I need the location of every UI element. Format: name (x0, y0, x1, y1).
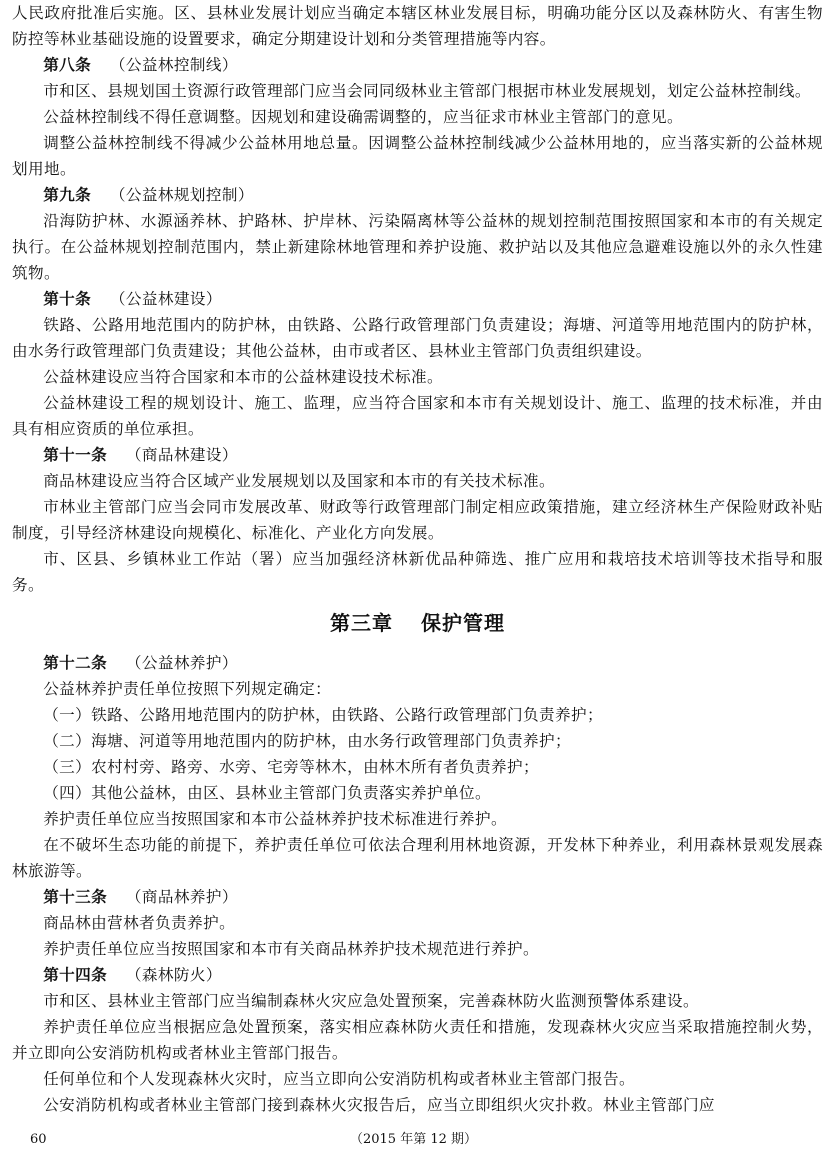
article-paragraph: 沿海防护林、水源涵养林、护路林、护岸林、污染隔离林等公益林的规划控制范围按照国家和本市的有关规定执行。在公益林规划控制范围内，禁止新建除林地管理和养护设施、救护站以及其他应急避难设施以外的永久性建筑物。 (12, 212, 823, 282)
article-heading (12, 286, 823, 312)
article-paragraph: 市和区、县规划国土资源行政管理部门应当会同同级林业主管部门根据市林业发展规划，划定公益林控制线。 (43, 82, 811, 100)
chapter-heading (12, 608, 823, 638)
article-number: 第十三条 (43, 888, 108, 906)
document-page (12, 0, 823, 1118)
article-number: 第十条 (43, 290, 92, 308)
article-number: 第十一条 (43, 446, 108, 464)
article-paragraph: 商品林建设应当符合区域产业发展规划以及国家和本市的有关技术标准。 (43, 472, 555, 490)
article-number: 第十四条 (43, 966, 108, 984)
article-title: （公益林养护） (125, 654, 238, 672)
article-paragraph: 公益林建设工程的规划设计、施工、监理，应当符合国家和本市有关规划设计、施工、监理的技术标准，并由具有相应资质的单位承担。 (12, 394, 823, 438)
article-paragraph: 任何单位和个人发现森林火灾时，应当立即向公安消防机构或者林业主管部门报告。 (43, 1070, 635, 1088)
article-number: 第十二条 (43, 654, 108, 672)
article-paragraph: 养护责任单位应当根据应急处置预案，落实相应森林防火责任和措施，发现森林火灾应当采取措施控制火势，并立即向公安消防机构或者林业主管部门报告。 (12, 1018, 823, 1062)
article-heading (12, 650, 823, 676)
article-paragraph: （三）农村村旁、路旁、水旁、宅旁等林木，由林木所有者负责养护； (43, 758, 539, 776)
top-section (12, 0, 823, 52)
articles-section-after-chapter (12, 650, 823, 1118)
article-title: （公益林规划控制） (109, 186, 254, 204)
article-paragraph: 养护责任单位应当按照国家和本市公益林养护技术标准进行养护。 (43, 810, 508, 828)
article-number: 第九条 (43, 186, 92, 204)
article-heading (12, 52, 823, 78)
article-paragraph: 养护责任单位应当按照国家和本市有关商品林养护技术规范进行养护。 (43, 940, 539, 958)
article-title: （公益林控制线） (109, 56, 238, 74)
article-paragraph: 商品林由营林者负责养护。 (43, 914, 236, 932)
article-paragraph: 调整公益林控制线不得减少公益林用地总量。因调整公益林控制线减少公益林用地的，应当落实新的公益林规划用地。 (12, 134, 823, 178)
article-paragraph: （一）铁路、公路用地范围内的防护林，由铁路、公路行政管理部门负责养护； (43, 706, 603, 724)
article-paragraph: 公安消防机构或者林业主管部门接到森林火灾报告后，应当立即组织火灾扑救。林业主管部门应 (43, 1096, 715, 1114)
article-paragraph: 公益林建设应当符合国家和本市的公益林建设技术标准。 (43, 368, 444, 386)
article-heading (12, 884, 823, 910)
article-heading (12, 962, 823, 988)
article-heading (12, 182, 823, 208)
article-paragraph: （二）海塘、河道等用地范围内的防护林，由水务行政管理部门负责养护； (43, 732, 571, 750)
chapter-name: 保护管理 (421, 611, 505, 635)
chapter-number: 第三章 (330, 611, 393, 635)
issue-label: （2015 年第 12 期） (349, 1132, 478, 1147)
article-paragraph: 铁路、公路用地范围内的防护林，由铁路、公路行政管理部门负责建设；海塘、河道等用地范围内的防护林，由水务行政管理部门负责建设；其他公益林，由市或者区、县林业主管部门负责组织建设。 (12, 316, 823, 360)
article-paragraph: （四）其他公益林，由区、县林业主管部门负责落实养护单位。 (43, 784, 492, 802)
article-title: （森林防火） (125, 966, 222, 984)
paragraph: 人民政府批准后实施。区、县林业发展计划应当确定本辖区林业发展目标，明确功能分区以及森林防火、有害生物防控等林业基础设施的设置要求，确定分期建设计划和分类管理措施等内容。 (12, 4, 823, 48)
article-heading (12, 442, 823, 468)
article-paragraph: 公益林养护责任单位按照下列规定确定： (43, 680, 332, 698)
page-number: 60 (30, 1132, 47, 1147)
article-number: 第八条 (43, 56, 92, 74)
page-footer (0, 1129, 827, 1151)
article-title: （商品林建设） (125, 446, 238, 464)
article-paragraph: 市林业主管部门应当会同市发展改革、财政等行政管理部门制定相应政策措施，建立经济林生产保险财政补贴制度，引导经济林建设向规模化、标准化、产业化方向发展。 (12, 498, 823, 542)
article-title: （商品林养护） (125, 888, 238, 906)
article-title: （公益林建设） (109, 290, 222, 308)
article-paragraph: 公益林控制线不得任意调整。因规划和建设确需调整的，应当征求市林业主管部门的意见。 (43, 108, 683, 126)
article-paragraph: 市、区县、乡镇林业工作站（署）应当加强经济林新优品种筛选、推广应用和栽培技术培训等技术指导和服务。 (12, 550, 823, 594)
article-paragraph: 市和区、县林业主管部门应当编制森林火灾应急处置预案，完善森林防火监测预警体系建设。 (43, 992, 699, 1010)
articles-section-before-chapter (12, 52, 823, 598)
article-paragraph: 在不破坏生态功能的前提下，养护责任单位可依法合理利用林地资源，开发林下种养业，利用森林景观发展森林旅游等。 (12, 836, 823, 880)
